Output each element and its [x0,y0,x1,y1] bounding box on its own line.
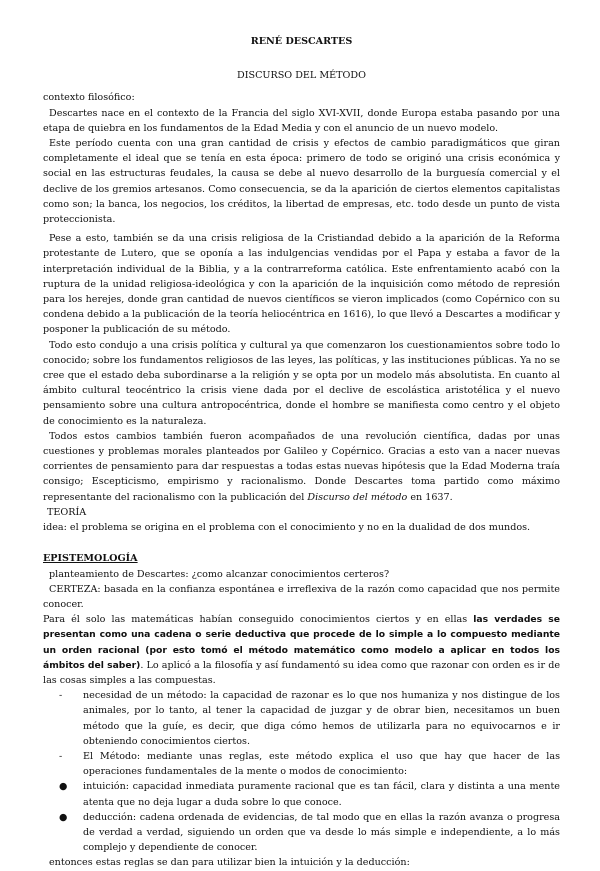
theory-label: TEORÍA [47,506,87,518]
paragraph-context-5 [43,429,560,505]
list-item-text: intuición: capacidad inmediata puramente racional que es tan fácil, clara y distinta a una mente atenta que no deja lugar a duda sobre lo que conoce. [83,781,560,808]
list-item-text: deducción: cadena ordenada de evidencias, de tal modo que en ellas la razón avanza o progresa de verdad a verdad, siguiendo un orden que va desde lo más simple e independiente, a lo más complejo y dependiente de conocer. [83,811,560,854]
bullet-marker: ● [59,781,68,793]
paragraph-context-1: Descartes nace en el contexto de la Francia del siglo XVI-XVII, donde Europa estaba pasando por una etapa de quiebra en los fundamentos de la Edad Media y con el anuncio de un nuevo modelo. [43,107,560,134]
paragraph-context-3: Pese a esto, también se da una crisis religiosa de la Cristiandad debido a la aparición de la Reforma protestante de Lutero, que se oponía a las indulgencias vendidas por el Papa y estaba a favor de la interpretación individual de la Biblia, y a la contrarreforma católica. Este enfrentamiento acabó con la ruptura de la unidad religiosa-ideológica y con la aparición de la inquisición como método de represión para los herejes, donde gran cantidad de nuevos científicos se vieron implicados (como Copérnico con su condena debido a la publicación de la teoría heliocéntrica en 1616), lo que llevó a Descartes a modificar y posponer la publicación de su método. [43,233,560,336]
list-item [43,688,560,749]
certeza-definition: CERTEZA: basada en la confianza espontánea e irreflexiva de la razón como capacidad que nos permite conocer. [43,583,560,610]
math-method-paragraph [43,612,560,688]
math-text-post: . Lo aplicó a la filosofía y así fundamentó su idea como que razonar con orden es ir de las cosas simples a las compuestas. [43,659,561,686]
theory-idea: idea: el problema se origina en el problema con el conocimiento y no en la dualidad de dos mundos. [43,522,531,534]
context-label: contexto filosófico: [43,92,135,104]
paragraph-text: Todos estos cambios también fueron acompañados de una revolución científica, dadas por unas cuestiones y problemas morales planteados por Galileo y Copérnico. Gracias a esto van a nacer nuevas corrientes de pensamiento para dar respuestas a todas estas nuevas hipótesis que la Edad Moderna traía consigo; Escepticismo, empirismo y racionalismo. Donde Descartes toma partido como máximo representante del racionalismo con la publicación del [43,430,560,503]
book-title: Discurso del método [307,491,408,503]
list-item [43,749,560,779]
dash-marker: - [59,690,63,702]
paragraph-context-4: Todo esto condujo a una crisis política y cultural ya que comenzaron los cuestionamientos sobre todo lo conocido; sobre los fundamentos religiosos de las leyes, las políticas, y las instituciones públicas. Ya no se cree que el estado deba subordinarse a la religión y se opta por un modelo más absolutista. En cuanto al ámbito cultural teocéntrico la crisis viene dada por el declive de escolástica aristotélica y el nuevo pensamiento sobre una cultura antropocéntrica, donde el hombre se manifiesta como centro y el objeto de conocimiento es la naturaleza. [43,339,560,427]
list-item-text: El Método: mediante unas reglas, este método explica el uso que hay que hacer de las operaciones fundamentales de la mente o modos de conocimiento: [83,750,560,778]
document-subtitle: DISCURSO DEL MÉTODO [237,70,366,82]
closing-line: entonces estas reglas se dan para utilizar bien la intuición y la deducción: [49,857,410,869]
document-title: RENÉ DESCARTES [250,36,353,47]
list-item [43,779,560,809]
bullet-marker: ● [59,811,68,823]
list-item [43,810,560,856]
paragraph-text-tail: en 1637. [407,491,453,503]
epistemology-question: planteamiento de Descartes: ¿como alcanzar conocimientos certeros? [49,568,390,580]
epistemology-heading: EPISTEMOLOGÍA [43,553,138,565]
math-text-bold: las verdades se presentan como una cadena o serie deductiva que procede de lo simple a lo compuesto mediante un orden racional (por esto tomó el método matemático como modelo a aplicar en todos los ámbitos del saber) [43,614,561,671]
paragraph-context-2: Este período cuenta con una gran cantidad de crisis y efectos de cambio paradigmáticos que giran completamente el ideal que se tenía en esta época: primero de todo se originó una crisis económica y social en las estructuras feudales, la causa se debe al nuevo desarrollo de la burguesía comercial y el declive de los gremios artesanos. Como consecuencia, se da la aparición de ciertos elementos capitalistas como son; la banca, los negocios, los créditos, la libertad de empresas, etc. todo desde un punto de vista proteccionista. [43,138,560,226]
dash-marker: - [59,750,63,762]
math-text-pre: Para él solo las matemáticas habían conseguido conocimientos ciertos y en ellas [43,614,474,626]
list-item-text: necesidad de un método: la capacidad de razonar es lo que nos humaniza y nos distingue de los animales, por lo tanto, al tener la capacidad de juzgar y de obrar bien, necesitamos un buen método que la guíe, es decir, que diga cómo hemos de utilizarla para no equivocarnos e ir obteniendo conocimientos ciertos. [83,690,560,747]
